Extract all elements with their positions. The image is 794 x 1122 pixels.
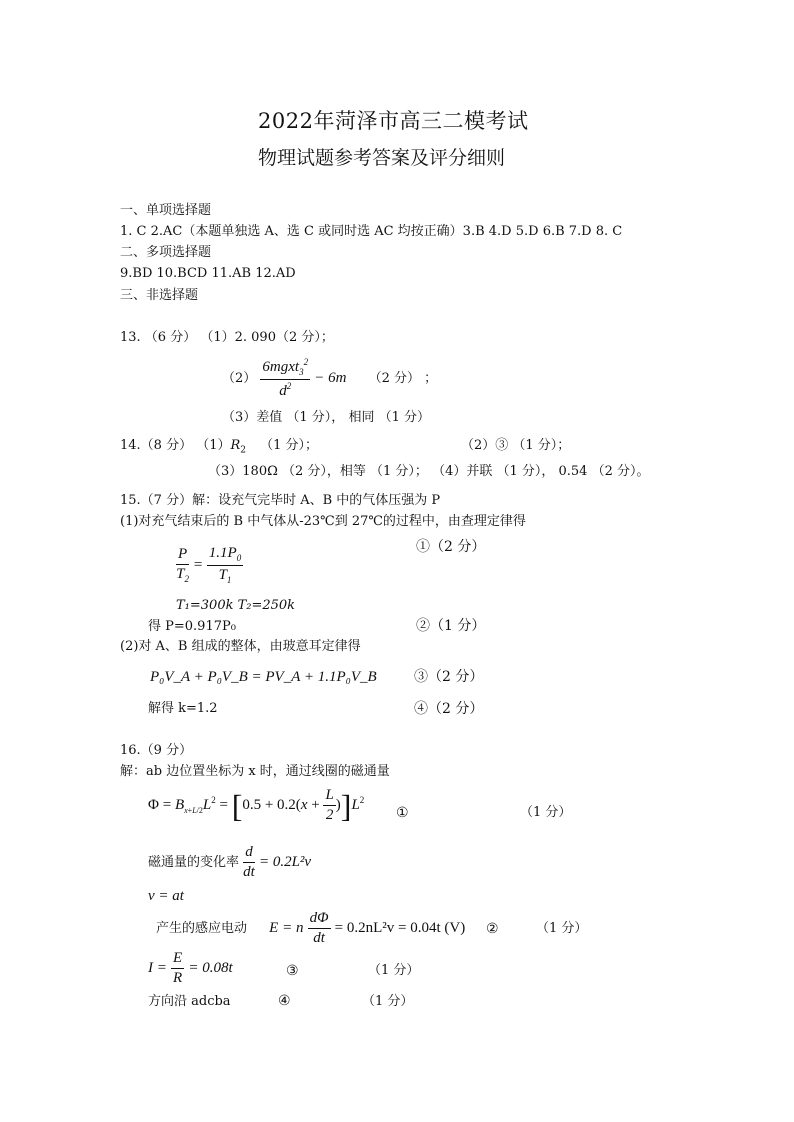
q16-current: I = $\frac{E}{R}$ = 0.08t xyxy=(148,950,233,986)
q16-rate-label: 磁通量的变化率 xyxy=(148,855,240,870)
q16-i-mark: ③ xyxy=(286,963,299,979)
q14-head: 14.（8 分） （1） xyxy=(120,438,231,453)
q13-part3: （3）差值 （1 分）， 相同 （1 分） xyxy=(222,410,430,425)
q16-emf: 产生的感应电动 E = n $\frac{d\Phi}{dt}$ = 0.2nL²v = 0.04t (V) xyxy=(156,910,466,946)
q15-head: 15.（7 分）解：设充气完毕时 A、B 中的气体压强为 P xyxy=(120,493,441,508)
page-title: 2022年菏泽市高三二模考试 xyxy=(258,109,529,133)
section-multi-choice: 二、多项选择题 xyxy=(120,245,212,260)
q15-score3: ③（2 分） xyxy=(414,669,484,685)
q15-score2: ②（1 分） xyxy=(416,618,486,634)
q16-line1: 解：ab 边位置坐标为 x 时，通过线圈的磁通量 xyxy=(120,764,390,779)
q16-emf-mark: ② xyxy=(486,921,499,937)
q16-emf-score: （1 分） xyxy=(536,921,588,936)
q16-direction: 方向沿 adcba xyxy=(148,994,231,1009)
q16-eq1-score: （1 分） xyxy=(520,805,572,820)
single-choice-answers: 1. C 2.AC（本题单独选 A、选 C 或同时选 AC 均按正确）3.B 4.D 5.D 6.B 7.D 8. C xyxy=(120,224,623,239)
q14-line1: 14.（8 分） $(1)R_2$ （1 分）； xyxy=(120,438,319,456)
q13-fraction-num: 6mgxt xyxy=(262,359,300,375)
q16-emf-label: 产生的感应电动 xyxy=(156,921,248,936)
multi-choice-answers: 9.BD 10.BCD 11.AB 12.AD xyxy=(120,266,296,281)
page-subtitle: 物理试题参考答案及评分细则 xyxy=(258,147,506,169)
q16-i-score: （1 分） xyxy=(368,963,420,978)
q15-equation1: $\frac{P}{T_2}$ = $\frac{1.1P_0}{T_1}$ xyxy=(176,545,242,585)
q16-i-rhs: = 0.08t xyxy=(188,960,233,976)
section-single-choice: 一、单项选择题 xyxy=(120,203,212,218)
q13-part2 xyxy=(222,358,437,399)
q15-equation2: P₀V_A + P₀V_B = PV_A + 1.1P₀V_B xyxy=(150,669,377,685)
q16-equation1: $\Phi = B_{x+L/2}L^2 = [0.5 + 0.2(x$ + $\frac{L}{2}$ )]$L^2$ xyxy=(148,787,365,824)
q15-t-values: T₁=300k T₂=250k xyxy=(176,598,296,613)
q16-head: 16.（9 分） xyxy=(120,743,193,758)
q15-result2: 解得 k=1.2 xyxy=(148,701,218,716)
q16-rate-rhs: = 0.2L²v xyxy=(258,854,312,870)
q15-eq1-score: ①（2 分） xyxy=(416,539,486,555)
q13-fraction-den: d xyxy=(279,383,287,399)
q16-emf-rhs: = 0.2nL²v = 0.04t (V) xyxy=(334,920,466,936)
q15-result1: 得 P=0.917P₀ xyxy=(148,619,236,634)
q14-r2-score: （1 分）； xyxy=(260,438,319,453)
q13-head: 13. （6 分） （1）2. 090（2 分）； xyxy=(120,330,334,345)
q14-r2: R xyxy=(230,438,241,453)
q13-fraction: $\frac{6mgxt_3^2}{d^2}$ xyxy=(262,357,309,399)
q13-p2-score: （2 分） ； xyxy=(368,371,438,386)
q14-line2: （3）180Ω （2 分），相等 （1 分）； （4）并联 （1 分）， 0.54 （2 分）。 xyxy=(208,464,650,479)
section-non-choice: 三、非选择题 xyxy=(120,288,199,303)
q13-p2-tail: − 6m xyxy=(314,370,347,386)
q15-line2: (2)对 A、B 组成的整体，由玻意耳定律得 xyxy=(120,639,361,654)
q16-eq1-mark: ① xyxy=(396,805,409,821)
q13-p2-label: （2） xyxy=(222,371,257,386)
q16-dir-mark: ④ xyxy=(278,993,291,1009)
q16-velocity: v = at xyxy=(148,888,184,904)
q16-rate: 磁通量的变化率 $\frac{d}{dt}$ = 0.2L²v xyxy=(148,844,312,880)
q15-score4: ④（2 分） xyxy=(414,701,484,717)
q15-line1: (1)对充气结束后的 B 中气体从-23℃到 27℃的过程中，由查理定律得 xyxy=(120,514,526,529)
q16-dir-score: （1 分） xyxy=(362,994,414,1009)
q14-part2: （2）③ （1 分）； xyxy=(461,438,571,453)
